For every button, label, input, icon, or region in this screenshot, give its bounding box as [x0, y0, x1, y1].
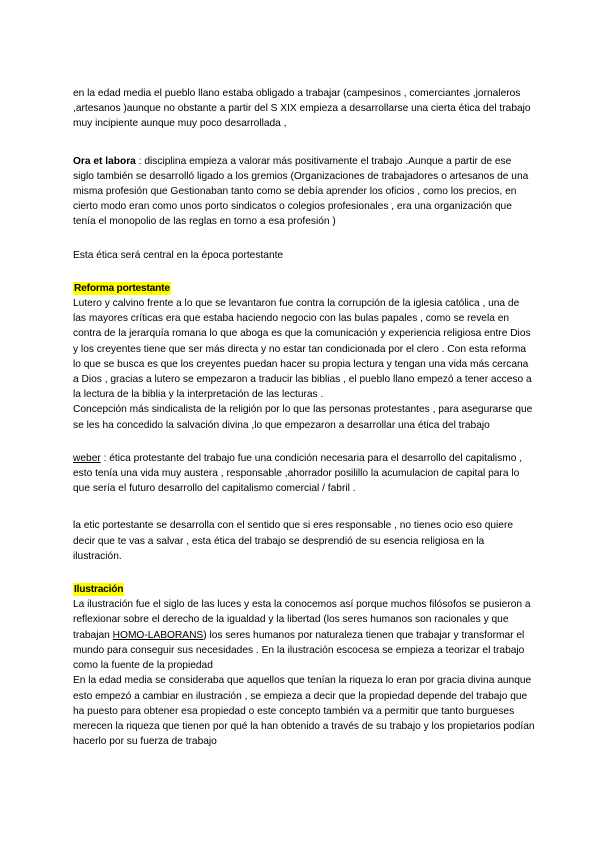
concepcion-paragraph: Concepción más sindicalista de la religión por lo que las personas protestantes , para asegurarse que se les ha concedido la salvación divina ,lo que empezaron a desarrollar una ética del trabajo	[73, 404, 533, 431]
homo-laborans-term: HOMO-LABORANS	[112, 629, 204, 641]
document-body	[73, 86, 535, 749]
intro-paragraph: en la edad media el pueblo llano estaba obligado a trabajar (campesinos , comerciantes ,jornaleros ,artesanos )aunque no obstante a partir del S XIX empieza a desarrollarse una cierta ética del trabajo muy incipiente aunque muy poco desarrollada ,	[73, 88, 531, 130]
ilustracion-text-b: ) los seres humanos por naturaleza tienen que trabajar y transformar el mundo para conseguir sus necesidades . En la ilustración escocesa se empieza a teorizar el trabajo como la fuente de la propiedad	[73, 629, 525, 672]
edad-media-paragraph: En la edad media se consideraba que aquellos que tenían la riqueza lo eran por gracia divina aunque esto empezó a cambiar en ilustración , se empieza a decir que la propiedad depende del trabajo que ha puesto para obtener esa propiedad o este concepto también va a permitir que tanto burgueses merecen la riqueza que tienen por qué la han obtenido a través de su trabajo y los propietarios podían hacerlo por su fuerza de trabajo	[73, 675, 535, 748]
ilustracion-paragraph	[73, 597, 535, 673]
ora-et-labora-term: Ora et labora	[73, 155, 136, 167]
ilustracion-heading: Ilustración	[74, 584, 124, 596]
ora-et-labora-paragraph	[73, 154, 535, 230]
reforma-paragraph: Lutero y calvino frente a lo que se levantaron fue contra la corrupción de la iglesia católica , una de las mayores críticas era que estaba haciendo negocio con las bulas papales , como se revela en contra de la jerarquía romana lo que aboga es que la comunicación y experiencia religiosa entre Dios y los creyentes tiene que ser más directa y no estar tan condicionada por el clero . Con esta reforma lo que se busca es que los creyentes puedan hacer su propia lectura y tengan una vida más cercana a Dios , gracias a lutero se empezaron a traducir las biblias , el pueblo llano empezó a tener acceso a la lectura de la biblia y la interpretación de las lecturas .	[73, 298, 532, 401]
ora-et-labora-text: : disciplina empieza a valorar más positivamente el trabajo .Aunque a partir de ese siglo también se desarrolló ligado a los gremios (Organizaciones de trabajadores o artesanos de una misma profesión que Gestionaban tanto como se debía aprender los oficios , como los precios, en cierto modo eran como unos porto sindicatos o colegios profesionales , era una organización que tenía el monopolio de las reglas en torno a esa profesión )	[73, 155, 529, 228]
etica-central-paragraph: Esta ética será central en la época portestante	[73, 249, 284, 261]
weber-paragraph	[73, 451, 535, 497]
reforma-heading: Reforma portestante	[74, 282, 170, 294]
etic-paragraph: la etic portestante se desarrolla con el sentido que si eres responsable , no tienes ocio eso quiere decir que te vas a salvar , esta ética del trabajo se desprendió de su esencia religiosa en la ilustración.	[73, 520, 514, 562]
weber-term: weber	[73, 452, 101, 464]
ilustracion-text-a: La ilustración fue el siglo de las luces y esta la conocemos así porque muchos filósofos se pusieron a reflexionar sobre el derecho de la igualdad y la libertad (los seres humanos son racionales y que trabajan	[73, 599, 531, 641]
weber-text: : ética protestante del trabajo fue una condición necesaria para el desarrollo del capitalismo , esto tenía una vida muy austera , responsable ,ahorrador posilillo la acumulacion de capital para lo que sería el futuro desarrollo del capitalismo comercial / fabril .	[73, 452, 523, 495]
